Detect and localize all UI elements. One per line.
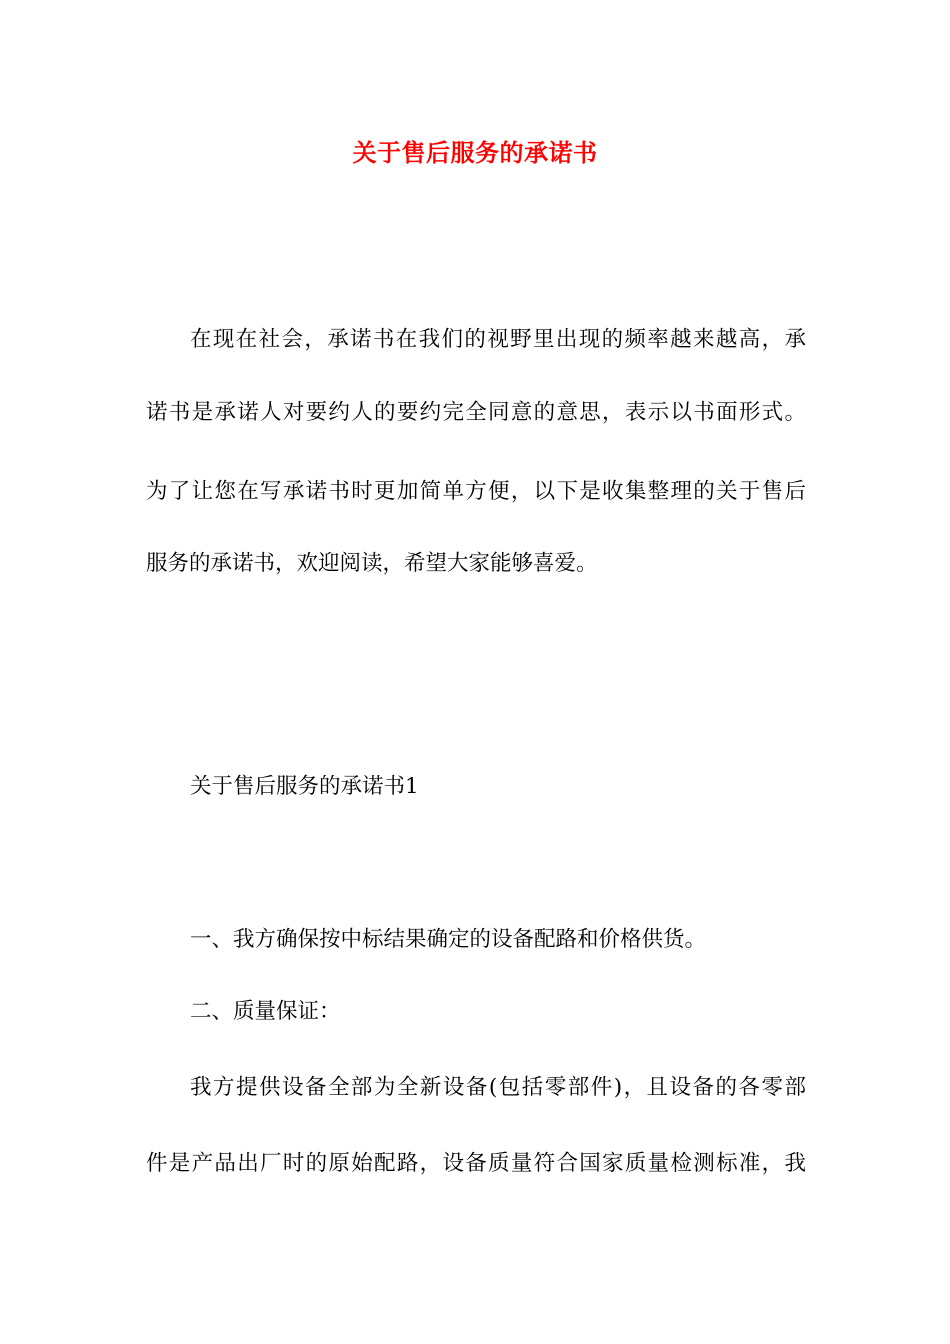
intro-line-1: 在现在社会，承诺书在我们的视野里出现的频率越来越高，承 [190,327,806,352]
section-heading: 关于售后服务的承诺书1 [190,774,419,799]
intro-line-2: 诺书是承诺人对要约人的要约完全同意的意思，表示以书面形式。 [146,400,806,425]
list-item-two: 二、质量保证： [190,999,341,1024]
list-item-one: 一、我方确保按中标结果确定的设备配路和价格供货。 [190,927,707,952]
document-title: 关于售后服务的承诺书 [352,138,598,167]
body-line-1: 我方提供设备全部为全新设备(包括零部件)，且设备的各零部 [190,1075,806,1100]
intro-line-4: 服务的承诺书，欢迎阅读，希望大家能够喜爱。 [146,551,598,576]
body-line-2: 件是产品出厂时的原始配路，设备质量符合国家质量检测标准，我 [146,1151,806,1176]
intro-line-3: 为了让您在写承诺书时更加简单方便，以下是收集整理的关于售后 [146,479,806,504]
